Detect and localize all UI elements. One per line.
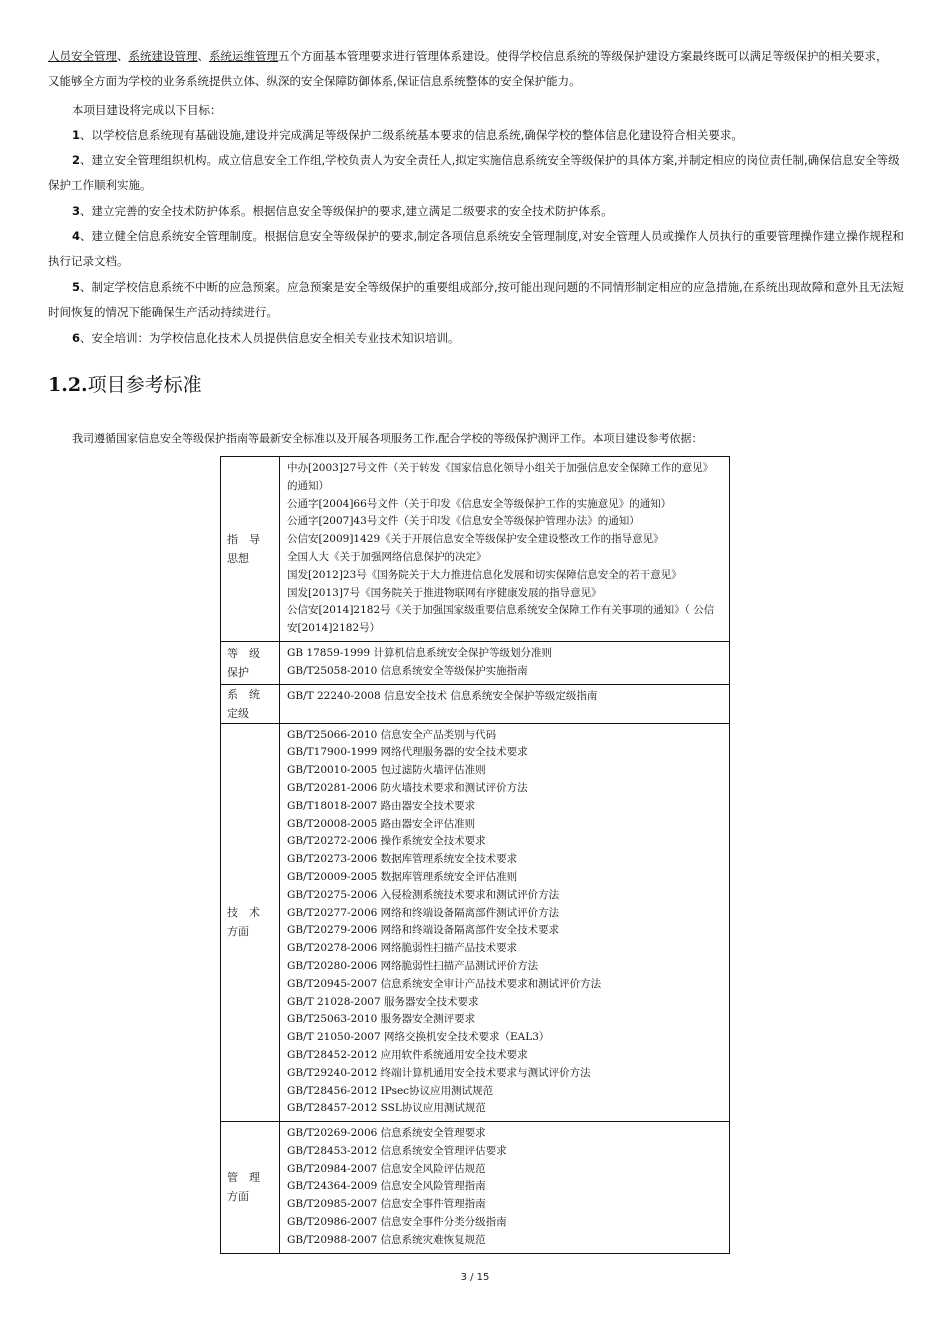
separator: 、 — [117, 49, 129, 63]
goal-item — [48, 224, 908, 274]
category-label: 系 统 — [227, 687, 260, 701]
standard-item: GB/T20009-2005 数据库管理系统安全评估准则 — [287, 870, 518, 883]
standard-item: GB/T25063-2010 服务器安全测评要求 — [287, 1013, 476, 1026]
standard-item: GB/T20945-2007 信息系统安全审计产品技术要求和测试评价方法 — [287, 977, 602, 990]
goal-number: 2 — [72, 153, 81, 167]
goal-item — [48, 275, 908, 325]
reference-standards-table — [220, 456, 730, 1254]
standard-item: GB/T25058-2010 信息系统安全等级保护实施指南 — [287, 664, 528, 677]
standard-item: GB/T28457-2012 SSL协议应用测试规范 — [287, 1102, 486, 1115]
goal-text: 、安全培训：为学校信息化技术人员提供信息安全相关专业技术知识培训。 — [80, 331, 460, 345]
standard-item: GB/T20277-2006 网络和终端设备隔离部件测试评价方法 — [287, 906, 560, 919]
standard-item: GB/T20272-2006 操作系统安全技术要求 — [287, 835, 486, 848]
standard-item: GB/T20279-2006 网络和终端设备隔离部件安全技术要求 — [287, 924, 560, 937]
standard-item: GB/T20988-2007 信息系统灾难恢复规范 — [287, 1233, 486, 1246]
goal-item — [48, 326, 908, 351]
standard-item: GB/T20280-2006 网络脆弱性扫描产品测试评价方法 — [287, 959, 539, 972]
table-row — [221, 641, 730, 684]
separator: 、 — [197, 49, 209, 63]
standard-item: GB/T29240-2012 终端计算机通用安全技术要求与测试评价方法 — [287, 1066, 591, 1079]
category-cell — [221, 457, 280, 642]
standard-item: GB 17859-1999 计算机信息系统安全保护等级划分准则 — [287, 646, 552, 659]
goal-number: 4 — [72, 229, 81, 243]
standard-item: 全国人大《关于加强网络信息保护的决定》 — [287, 550, 487, 563]
goal-item — [48, 123, 908, 148]
standard-item: GB/T20273-2006 数据库管理系统安全技术要求 — [287, 853, 518, 866]
intro-text: 五个方面基本管理要求进行管理体系建设。使得学校信息系统的等级保护建设方案最终既可以满足等级保护的相关要求， — [278, 49, 888, 63]
standard-item: GB/T20281-2006 防火墙技术要求和测试评价方法 — [287, 781, 528, 794]
standard-item: 中办[2003]27号文件（关于转发《国家信息化领导小组关于加强信息安全保障工作的意见》的通知） — [287, 462, 714, 492]
standard-item: GB/T17900-1999 网络代理服务器的安全技术要求 — [287, 746, 528, 759]
standard-item: GB/T28452-2012 应用软件系统通用安全技术要求 — [287, 1048, 528, 1061]
table-row — [221, 723, 730, 1122]
standard-item: GB/T 22240-2008 信息安全技术 信息系统安全保护等级定级指南 — [287, 689, 598, 702]
standards-cell — [280, 457, 730, 642]
page-number: 3 / 15 — [460, 1272, 490, 1283]
standard-item: 国发[2013]7号《国务院关于推进物联网有序健康发展的指导意见》 — [287, 586, 602, 599]
category-cell — [221, 723, 280, 1122]
standard-item: GB/T20278-2006 网络脆弱性扫描产品技术要求 — [287, 942, 518, 955]
category-label: 思想 — [227, 551, 249, 565]
goal-item — [48, 199, 908, 224]
category-label: 指 导 — [227, 532, 260, 546]
section-intro — [48, 426, 908, 451]
category-label: 方面 — [227, 925, 249, 939]
standard-item: GB/T20010-2005 包过滤防火墙评估准则 — [287, 764, 486, 777]
category-label: 技 术 — [227, 906, 260, 920]
standard-item: GB/T20275-2006 入侵检测系统技术要求和测试评价方法 — [287, 888, 560, 901]
standard-item: 国发[2012]23号《国务院关于大力推进信息化发展和切实保障信息安全的若干意见》 — [287, 568, 682, 581]
standard-item: GB/T28456-2012 IPsec协议应用测试规范 — [287, 1084, 494, 1097]
table-body — [221, 457, 730, 1254]
standard-item: GB/T 21050-2007 网络交换机安全技术要求（EAL3） — [287, 1031, 550, 1044]
goals-intro — [48, 98, 908, 123]
category-label: 保护 — [227, 665, 249, 679]
standard-item: GB/T24364-2009 信息安全风险管理指南 — [287, 1180, 486, 1193]
standard-item: 公通字[2007]43号文件（关于印发《信息安全等级保护管理办法》的通知） — [287, 515, 640, 528]
goal-text: 、建立安全管理组织机构。成立信息安全工作组,学校负责人为安全责任人,拟定实施信息系统安全等级保护的具体方案,并制定相应的岗位责任制,确保信息安全等级保护工作顺利实施。 — [48, 153, 900, 192]
section-heading — [48, 370, 202, 400]
standard-item: GB/T25066-2010 信息安全产品类别与代码 — [287, 728, 497, 741]
standard-item: GB/T20269-2006 信息系统安全管理要求 — [287, 1127, 486, 1140]
standard-item: 公通字[2004]66号文件（关于印发《信息安全等级保护工作的实施意见》的通知） — [287, 497, 672, 510]
standards-cell — [280, 1122, 730, 1254]
standard-item: GB/T28453-2012 信息系统安全管理评估要求 — [287, 1144, 507, 1157]
standards-cell — [280, 641, 730, 684]
goal-text: 、建立完善的安全技术防护体系。根据信息安全等级保护的要求,建立满足二级要求的安全技术防护体系。 — [80, 204, 613, 218]
standard-item: 公信安[2009]1429《关于开展信息安全等级保护安全建设整改工作的指导意见》 — [287, 533, 664, 546]
goal-text: 、以学校信息系统现有基础设施,建设并完成满足等级保护二级系统基本要求的信息系统,确保学校的整体信息化建设符合相关要求。 — [80, 128, 743, 142]
category-cell — [221, 641, 280, 684]
section-intro-text: 我司遵循国家信息安全等级保护指南等最新安全标准以及开展各项服务工作,配合学校的等级保护测评工作。本项目建设参考依据： — [72, 432, 703, 445]
category-label: 等 级 — [227, 646, 260, 660]
goals-intro-text: 本项目建设将完成以下目标： — [72, 103, 222, 117]
section-number: 1.2. — [48, 374, 88, 396]
underlined-term: 系统建设管理 — [128, 49, 198, 63]
goal-number: 1 — [72, 128, 81, 142]
underlined-term: 人员安全管理 — [48, 49, 117, 63]
category-cell — [221, 1122, 280, 1254]
standard-item: 公信安[2014]2182号《关于加强国家级重要信息系统安全保障工作有关事项的通知》（ 公信安[2014]2182号） — [287, 604, 715, 635]
standard-item: GB/T20985-2007 信息安全事件管理指南 — [287, 1198, 486, 1211]
goal-text: 、制定学校信息系统不中断的应急预案。应急预案是安全等级保护的重要组成部分,按可能出现问题的不同情形制定相应的应急措施,在系统出现故障和意外且无法短时间恢复的情况下能确保生产活动持续进行。 — [48, 280, 904, 319]
standards-cell — [280, 723, 730, 1122]
table-row — [221, 684, 730, 723]
category-label: 管 理 — [227, 1171, 260, 1185]
table-row — [221, 1122, 730, 1254]
underlined-term: 系统运维管理 — [209, 49, 278, 63]
standard-item: GB/T 21028-2007 服务器安全技术要求 — [287, 995, 479, 1008]
goal-number: 3 — [72, 204, 81, 218]
table-row — [221, 457, 730, 642]
category-cell — [221, 684, 280, 723]
goal-number: 6 — [72, 331, 81, 345]
standard-item: GB/T20986-2007 信息安全事件分类分级指南 — [287, 1216, 507, 1229]
standard-item: GB/T20984-2007 信息安全风险评估规范 — [287, 1162, 486, 1175]
category-label: 方面 — [227, 1190, 249, 1204]
intro-paragraph — [48, 44, 908, 94]
intro-text: 又能够全方面为学校的业务系统提供立体、纵深的安全保障防御体系,保证信息系统整体的安全保护能力。 — [48, 74, 581, 88]
goal-text: 、建立健全信息系统安全管理制度。根据信息安全等级保护的要求,制定各项信息系统安全管理制度,对安全管理人员或操作人员执行的重要管理操作建立操作规程和执行记录文档。 — [48, 229, 904, 268]
standard-item: GB/T18018-2007 路由器安全技术要求 — [287, 799, 476, 812]
standards-cell — [280, 684, 730, 723]
standard-item: GB/T20008-2005 路由器安全评估准则 — [287, 817, 476, 830]
section-title: 项目参考标准 — [87, 374, 202, 396]
goal-item — [48, 148, 908, 198]
goal-number: 5 — [72, 280, 81, 294]
category-label: 定级 — [227, 706, 249, 720]
